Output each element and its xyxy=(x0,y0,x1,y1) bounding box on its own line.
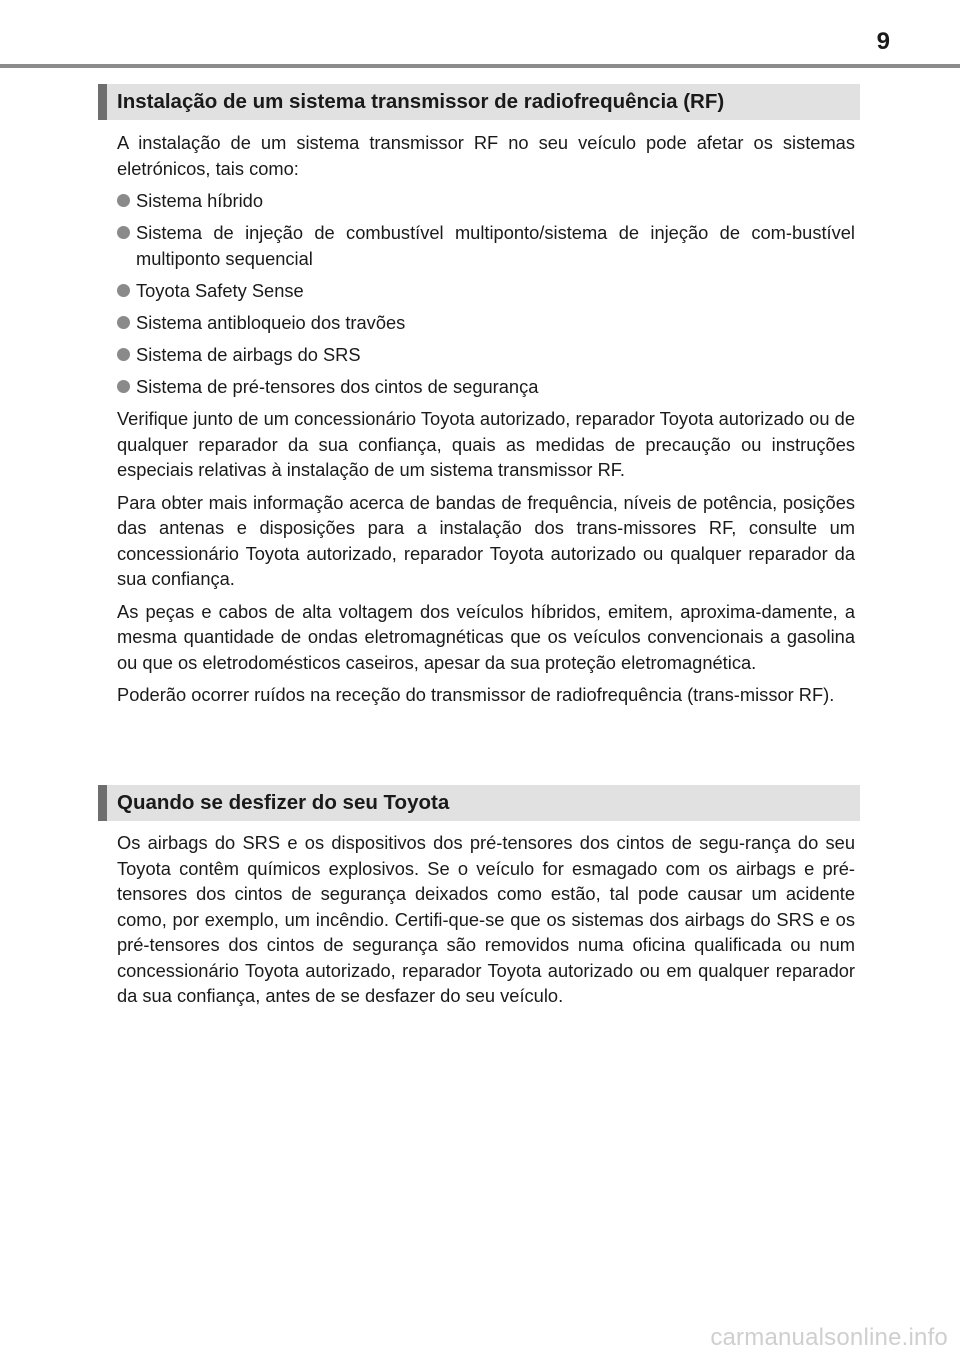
list-item-text: Sistema híbrido xyxy=(136,190,264,211)
bullet-icon xyxy=(117,316,130,329)
list-item xyxy=(117,278,855,304)
section-heading-text: Instalação de um sistema transmissor de radiofrequência (RF) xyxy=(117,90,725,113)
list-item-text: Sistema de airbags do SRS xyxy=(136,343,361,365)
heading-accent-bar xyxy=(98,84,107,120)
bullet-icon xyxy=(117,194,130,207)
bullet-icon xyxy=(117,226,130,239)
bullet-icon xyxy=(117,380,130,393)
list-item-text: Sistema antibloqueio dos travões xyxy=(136,311,406,333)
list-item xyxy=(117,310,855,336)
list-item-text: Toyota Safety Sense xyxy=(136,279,304,301)
section-heading-rf xyxy=(98,84,860,120)
intro-paragraph: A instalação de um sistema transmissor RF no seu veículo pode afetar os sistemas eletrónicos, tais como: xyxy=(117,132,855,179)
body-paragraph: Poderão ocorrer ruídos na receção do transmissor de radiofrequência (trans-missor RF). xyxy=(117,684,835,705)
heading-accent-bar xyxy=(98,785,107,821)
section-content-rf xyxy=(117,130,855,715)
body-paragraph: Os airbags do SRS e os dispositivos dos pré-tensores dos cintos de segu-rança do seu Toyota contêm químicos explosivos. Se o veículo for esmagado com os airbags e pré-tensores dos cintos de segurança deixados como estão, tal pode causar um acidente como, por exemplo, um incêndio. Certifi-que-se que os sistemas dos airbags do SRS e os pré-tensores dos cintos de segurança são removidos numa oficina qualificada ou num concessionário Toyota autorizado, reparador Toyota autorizado ou em qualquer reparador da sua confiança, antes de se desfazer do seu veículo. xyxy=(117,832,855,1006)
bullet-icon xyxy=(117,348,130,361)
section-content-disposal xyxy=(117,830,855,1016)
bullet-icon xyxy=(117,284,130,297)
section-heading-text: Quando se desfizer do seu Toyota xyxy=(117,791,450,814)
list-item-text: Sistema de pré-tensores dos cintos de segurança xyxy=(136,375,539,397)
body-paragraph: Verifique junto de um concessionário Toyota autorizado, reparador Toyota autorizado ou de qualquer reparador da sua confiança, quais as medidas de precaução ou instruções especiais relativas à instalação de um sistema transmissor RF. xyxy=(117,408,855,480)
list-item xyxy=(117,342,855,368)
list-item xyxy=(117,220,855,271)
watermark: carmanualsonline.info xyxy=(710,1324,948,1351)
header-rule xyxy=(0,64,960,68)
body-paragraph: As peças e cabos de alta voltagem dos veículos híbridos, emitem, aproxima-damente, a mesma quantidade de ondas eletromagnéticas que os veículos convencionais a gasolina ou que os eletrodomésticos caseiros, apesar da sua proteção eletromagnética. xyxy=(117,600,855,673)
list-item-text: Sistema de injeção de combustível multiponto/sistema de injeção de com-bustível multiponto sequencial xyxy=(136,222,855,269)
section-heading-disposal xyxy=(98,785,860,821)
list-item xyxy=(117,374,855,400)
body-paragraph: Para obter mais informação acerca de bandas de frequência, níveis de potência, posições das antenas e disposições para a instalação dos trans-missores RF, consulte um concessionário Toyota autorizado, reparador Toyota autorizado ou qualquer reparador da sua confiança. xyxy=(117,491,855,589)
affected-systems-list xyxy=(117,188,855,399)
list-item xyxy=(117,188,855,214)
page-number: 9 xyxy=(876,28,890,55)
